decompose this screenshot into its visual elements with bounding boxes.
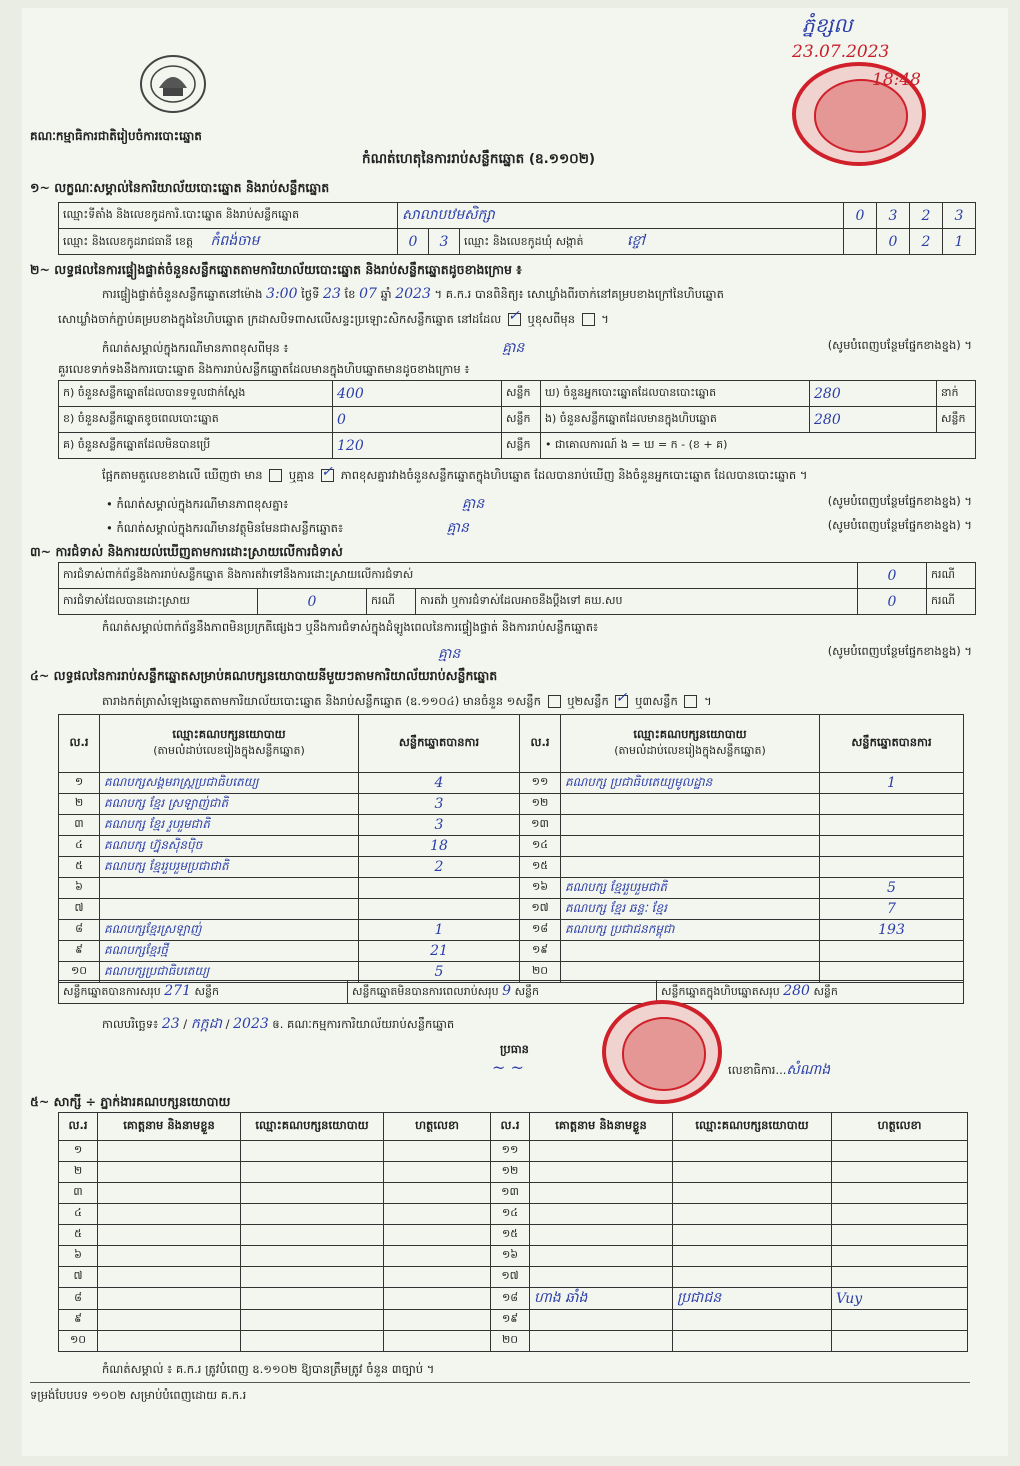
witness-name (98, 1310, 241, 1331)
row-number: ៩ (59, 1310, 98, 1331)
row-number: ៨ (59, 1288, 98, 1310)
count-unit: នាក់ (937, 381, 976, 407)
col-party: ឈ្មោះគណបក្សនយោបាយ (តាមលំដាប់លេខរៀងក្នុងសន្លឹកឆ្នោត) (561, 715, 820, 773)
table-row (59, 1141, 968, 1162)
witness-sign (832, 1267, 968, 1288)
row-number: ១២ (520, 794, 561, 815)
witness-party (673, 1225, 832, 1246)
row-number: ១ (59, 773, 100, 794)
witness-party (241, 1310, 384, 1331)
appeal-count: 0 (858, 589, 927, 615)
witness-party (673, 1183, 832, 1204)
witness-party (241, 1331, 384, 1352)
committee-name: គណៈកម្មាធិការជាតិរៀបចំការបោះឆ្នោត (30, 129, 202, 143)
witness-name (530, 1246, 673, 1267)
province-code-digit: 3 (429, 229, 460, 255)
diff-note-value: គ្មាន (502, 340, 525, 356)
row-number: ២០ (520, 962, 561, 983)
witness-name (530, 1331, 673, 1352)
witness-party: ប្រជាជន (673, 1288, 832, 1310)
party-votes: 4 (359, 773, 520, 794)
table-row (59, 1310, 968, 1331)
table-row (59, 899, 964, 920)
row-number: ១៩ (520, 941, 561, 962)
bullet-diff-value: គ្មាន (461, 496, 485, 512)
table-row (59, 1225, 968, 1246)
row-number: ៧ (59, 899, 100, 920)
row-number: ១៨ (520, 920, 561, 941)
witness-party (673, 1204, 832, 1225)
witness-sign (832, 1183, 968, 1204)
col-sign: ហត្ថលេខា (384, 1113, 491, 1141)
row-number: ១ (59, 1141, 98, 1162)
form-page (22, 8, 1008, 1456)
verify-month: 07 (359, 286, 377, 302)
count-value: 400 (333, 381, 502, 407)
witness-name (98, 1204, 241, 1225)
party-name (561, 941, 820, 962)
total-invalid: សន្លឹកឆ្នោតមិនបានការពេលរាប់សរុប 9 សន្លឹក (348, 981, 657, 1004)
row-number: ២ (59, 1162, 98, 1183)
witness-party (241, 1162, 384, 1183)
count-label: ឃ) ចំនួនអ្នកបោះឆ្នោតដែលបានបោះឆ្នោត (541, 381, 810, 407)
party-name (561, 815, 820, 836)
signing-month: កក្កដា (190, 1016, 222, 1032)
total-invalid-value: 9 (502, 983, 512, 999)
party-votes (820, 857, 964, 878)
tally-sheet-line: តារាងកត់ត្រាសំឡេងឆ្នោតតាមការិយាល័យបោះឆ្នោត និងរាប់សន្លឹកឆ្នោត (ឧ.១១០៤) មានចំនួន ១សន្លឹក ឬ២សន្លឹក ✓ ឬ៣សន្លឹក ។ (102, 690, 712, 708)
irregularity-note: កំណត់សម្គាល់ពាក់ព័ន្ធនឹងភាពមិនប្រក្រតីផ្សេងៗ ឬនឹងការជំទាស់ក្នុងដំឡូងពេលនៃការផ្ទៀងផ្ទាត់ និងការរាប់សន្លឹកឆ្នោត៖ (102, 620, 599, 634)
col-sign: ហត្ថលេខា (832, 1113, 968, 1141)
table-row (59, 878, 964, 899)
commune-value: ខ្ចៅ (627, 233, 645, 249)
commune-code-digit: 2 (910, 229, 943, 255)
table-row (59, 1162, 968, 1183)
party-name: គណបក្ស ខ្មែររួបរួមប្រជាជាតិ (100, 857, 359, 878)
witness-name (530, 1141, 673, 1162)
row-number: ២ (59, 794, 100, 815)
footnote: កំណត់សម្គាល់ ៖ គ.ក.រ ត្រូវបំពេញ ឧ.១១០២ ឱ្យបានត្រឹមត្រូវ ចំនួន ៣ច្បាប់ ។ (102, 1362, 435, 1376)
witness-name: ហាង ឆាំង (530, 1288, 673, 1310)
party-name: គណបក្ស ខ្មែររួបរួមជាតិ (561, 878, 820, 899)
witness-sign: Vuy (832, 1288, 968, 1310)
witness-sign (832, 1310, 968, 1331)
commune-code-spacer (844, 229, 877, 255)
changed-checkbox[interactable] (582, 313, 595, 326)
col-name: គោត្តនាម និងនាមខ្លួន (98, 1113, 241, 1141)
signing-year: 2023 (233, 1016, 269, 1032)
witness-party (673, 1246, 832, 1267)
total-valid: សន្លឹកឆ្នោតបានការសរុប 271 សន្លឹក (59, 981, 348, 1004)
witness-name (98, 1183, 241, 1204)
bullet-diff: • កំណត់សម្គាល់ក្នុងករណីមានភាពខុសគ្នា៖ គ្មាន (សូមបំពេញបន្ថែមផ្នែកខាងខ្នង) ។ (106, 494, 972, 512)
witness-sign (832, 1331, 968, 1352)
party-votes: 3 (359, 815, 520, 836)
resolved-count: 0 (258, 589, 367, 615)
row-number: ១៨ (491, 1288, 530, 1310)
row-number: ៧ (59, 1267, 98, 1288)
witness-party (241, 1246, 384, 1267)
row-number: ១៧ (520, 899, 561, 920)
count-label: ក) ចំនួនសន្លឹកឆ្នោតដែលបានទទួលជាក់ស្តែង (59, 381, 333, 407)
one-sheet-checkbox[interactable] (548, 695, 561, 708)
appeal-label: ការតវ៉ា ឬការជំទាស់ដែលអាចនឹងប្តឹងទៅ គឃ.សប (416, 589, 858, 615)
same-checkbox[interactable]: ✓ (507, 308, 520, 324)
count-value: 120 (333, 433, 502, 459)
row-number: ១៦ (491, 1246, 530, 1267)
witness-name (98, 1162, 241, 1183)
table-row (59, 1288, 968, 1310)
row-number: ៥ (59, 857, 100, 878)
count-unit: សន្លឹក (502, 407, 541, 433)
col-party: ឈ្មោះគណបក្សនយោបាយ (241, 1113, 384, 1141)
row-number: ១៥ (491, 1225, 530, 1246)
witness-sign (384, 1225, 491, 1246)
table-row (59, 773, 964, 794)
totals-table (58, 980, 964, 1004)
irregularity-value: គ្មាន (438, 646, 461, 662)
compare-line: ផ្អែកតាមតួលេខខាងលើ ឃើញថា មាន ឬគ្មាន ✓ ភាពខុសគ្នារវាងចំនួនសន្លឹកឆ្នោតក្នុងហិបឆ្នោត ដែលបានរាប់ឃើញ និងចំនួនអ្នកបោះឆ្នោត ដែលបានបោះឆ្នោត ។ (102, 464, 808, 482)
witness-party (673, 1267, 832, 1288)
form-footer: ទម្រង់បែបបទ ១១០២ សម្រាប់បំពេញដោយ គ.ក.រ (30, 1388, 247, 1402)
has-difference-checkbox[interactable] (269, 469, 282, 482)
party-votes: 2 (359, 857, 520, 878)
count-label: ង) ចំនួនសន្លឹកឆ្នោតដែលមានក្នុងហិបឆ្នោត (541, 407, 810, 433)
table-row (59, 1246, 968, 1267)
row-number: ១៧ (491, 1267, 530, 1288)
president-signature-icon: ~ ~ (492, 1058, 524, 1077)
station-code-digit: 2 (910, 203, 943, 229)
signing-day: 23 (161, 1016, 180, 1032)
party-name (100, 878, 359, 899)
province-code-digit: 0 (398, 229, 429, 255)
counts-row (59, 381, 976, 407)
row-number: ២០ (491, 1331, 530, 1352)
party-name (561, 857, 820, 878)
party-name (100, 899, 359, 920)
row-number: ៥ (59, 1225, 98, 1246)
station-code-digit: 0 (844, 203, 877, 229)
secretary-line: លេខាធិការ...សំណាង (728, 1062, 831, 1078)
bullet-object: • កំណត់សម្គាល់ក្នុងករណីមានវត្ថុមិនមែនជាសន្លឹកឆ្នោត៖ គ្មាន (សូមបំពេញបន្ថែមផ្នែកខាងខ្នង) ។ (106, 518, 972, 536)
row-number: ១១ (520, 773, 561, 794)
col-votes: សន្លឹកឆ្នោតបានការ (820, 715, 964, 773)
party-votes: 5 (359, 962, 520, 983)
objection-unit: ករណី (927, 563, 976, 589)
row-number: ១៥ (520, 857, 561, 878)
row-number: ៦ (59, 878, 100, 899)
section-4-heading: ៤~ លទ្ធផលនៃការរាប់សន្លឹកឆ្នោតសម្រាប់គណបក្សនយោបាយនីមួយៗតាមការិយាល័យរាប់សន្លឹកឆ្នោត (30, 668, 498, 683)
party-name: គណបក្សប្រជាធិបតេយ្យ (100, 962, 359, 983)
party-votes: 7 (820, 899, 964, 920)
witness-party (241, 1225, 384, 1246)
witness-sign (384, 1246, 491, 1267)
count-label: ខ) ចំនួនសន្លឹកឆ្នោតខូចពេលបោះឆ្នោត (59, 407, 333, 433)
witness-party (241, 1267, 384, 1288)
party-name: គណបក្សខ្មែរថ្មី (100, 941, 359, 962)
station-label: ឈ្មោះទីតាំង និងលេខកូដការិ.បោះឆ្នោត និងរាប់សន្លឹកឆ្នោត (59, 203, 398, 229)
province-value: កំពង់ចាម (210, 233, 260, 249)
two-sheet-checkbox[interactable]: ✓ (615, 690, 628, 706)
table-row (59, 794, 964, 815)
commune-code-digit: 1 (943, 229, 976, 255)
row-number: ១៣ (491, 1183, 530, 1204)
form-title: កំណត់ហេតុនៃការរាប់សន្លឹកឆ្នោត (ឧ.១១០២) (362, 151, 596, 167)
col-no: ល.រ (520, 715, 561, 773)
count-unit: សន្លឹក (502, 381, 541, 407)
witness-party (673, 1310, 832, 1331)
verify-line-1: ការផ្ទៀងផ្ទាត់ចំនួនសន្លឹកឆ្នោតនៅម៉ោង 3:00 ថ្ងៃទី 23 ខែ 07 ឆ្នាំ 2023 ។ គ.ក.រ បានពិនិត្យ៖ សោឃ្លាំងពីរចាក់នៅគម្របខាងក្រៅនៃហិបឆ្នោត (102, 286, 724, 302)
total-box: សន្លឹកឆ្នោតក្នុងហិបឆ្នោតសរុប 280 សន្លឹក (657, 981, 964, 1004)
col-no: ល.រ (59, 1113, 98, 1141)
row-number: ៣ (59, 815, 100, 836)
row-number: ១២ (491, 1162, 530, 1183)
witness-sign (384, 1183, 491, 1204)
party-votes (820, 815, 964, 836)
counts-row (59, 433, 976, 459)
footer-divider (30, 1382, 970, 1383)
section-3-heading: ៣~ ការជំទាស់ និងការយល់ឃើញតាមការដោះស្រាយលើការជំទាស់ (30, 544, 343, 559)
row-number: ៤ (59, 1204, 98, 1225)
witness-sign (384, 1331, 491, 1352)
table-row (59, 920, 964, 941)
signing-date-line: កាលបរិច្ឆេទ៖ 23 / កក្កដា / 2023 ឲ. គណៈកម្មការការិយាល័យរាប់សន្លឹកឆ្នោត (102, 1016, 455, 1032)
station-code-digit: 3 (943, 203, 976, 229)
party-name: គណបក្ស ខ្មែរ ស្រឡាញ់ជាតិ (100, 794, 359, 815)
counts-table (58, 380, 976, 459)
witness-party (241, 1141, 384, 1162)
total-box-value: 280 (783, 983, 810, 999)
party-votes (820, 941, 964, 962)
party-votes: 5 (820, 878, 964, 899)
row-number: ១៤ (491, 1204, 530, 1225)
party-votes: 18 (359, 836, 520, 857)
handwritten-top-note: ភ្នំខ្សល (802, 13, 853, 37)
official-stamp-bottom (602, 1000, 722, 1104)
party-votes: 21 (359, 941, 520, 962)
handwritten-date: 23.07.2023 (792, 42, 890, 62)
row-number: ១៦ (520, 878, 561, 899)
party-votes (820, 794, 964, 815)
witness-name (98, 1141, 241, 1162)
table-row (59, 836, 964, 857)
witness-name (530, 1162, 673, 1183)
table-row (59, 941, 964, 962)
party-name: គណបក្សសង្គមរាស្ត្រប្រជាធិបតេយ្យ (100, 773, 359, 794)
party-name: គណបក្សខ្មែរស្រឡាញ់ (100, 920, 359, 941)
col-party: ឈ្មោះគណបក្សនយោបាយ (តាមលំដាប់លេខរៀងក្នុងសន្លឹកឆ្នោត) (100, 715, 359, 773)
total-valid-value: 271 (164, 983, 191, 999)
president-label: ប្រធាន (500, 1042, 529, 1056)
party-votes (359, 899, 520, 920)
witness-table (58, 1112, 968, 1352)
table-row (59, 1267, 968, 1288)
station-value: សាលាបឋមសិក្សា (398, 203, 844, 229)
appeal-unit: ករណី (927, 589, 976, 615)
witness-name (98, 1246, 241, 1267)
witness-sign (832, 1162, 968, 1183)
row-number: ៦ (59, 1246, 98, 1267)
table-row (59, 857, 964, 878)
party-name: គណបក្ស ហ្វ៊ុនស៊ិនប៉ិច (100, 836, 359, 857)
witness-party (673, 1331, 832, 1352)
handwritten-time: 18:48 (872, 70, 921, 90)
party-votes: 3 (359, 794, 520, 815)
count-value: 280 (810, 407, 937, 433)
witness-party (241, 1288, 384, 1310)
table-row (59, 1331, 968, 1352)
witness-sign (832, 1225, 968, 1246)
witness-sign (384, 1310, 491, 1331)
resolved-label: ការជំទាស់ដែលបានដោះស្រាយ (59, 589, 258, 615)
province-label: ឈ្មោះ និងលេខកូដរាជធានី ខេត្ត កំពង់ចាម (59, 229, 398, 255)
diff-note-line: កំណត់សម្គាល់ក្នុងករណីមានភាពខុសពីមុន ៖ គ្មាន (សូមបំពេញបន្ថែមផ្នែកខាងខ្នង) ។ (102, 338, 972, 356)
table-row (59, 1204, 968, 1225)
row-number: ៩ (59, 941, 100, 962)
committee-emblem-icon (137, 52, 209, 116)
verify-day: 23 (323, 286, 341, 302)
row-number: ១៤ (520, 836, 561, 857)
counts-intro: គួរលេខទាក់ទងនឹងការបោះឆ្នោត និងការរាប់សន្លឹកឆ្នោតដែលមានក្នុងហិបឆ្នោតមានដូចខាងក្រោម ៖ (58, 362, 470, 376)
count-formula: • ជាគោលការណ៍ ង = ឃ = ក - (ខ + គ) (541, 433, 976, 459)
row-number: ១៣ (520, 815, 561, 836)
row-number: ១៩ (491, 1310, 530, 1331)
witness-name (530, 1183, 673, 1204)
col-no: ល.រ (491, 1113, 530, 1141)
count-value: 280 (810, 381, 937, 407)
witness-party (241, 1204, 384, 1225)
party-results-table (58, 714, 964, 983)
no-difference-checkbox[interactable]: ✓ (321, 464, 333, 480)
witness-name (98, 1331, 241, 1352)
witness-name (530, 1267, 673, 1288)
three-sheet-checkbox[interactable] (684, 695, 697, 708)
table-row (59, 815, 964, 836)
witness-name (98, 1288, 241, 1310)
col-votes: សន្លឹកឆ្នោតបានការ (359, 715, 520, 773)
witness-sign (384, 1288, 491, 1310)
party-name (561, 836, 820, 857)
resolved-unit: ករណី (367, 589, 416, 615)
bullet-object-value: គ្មាន (446, 520, 469, 536)
objection-table (58, 562, 976, 615)
witness-sign (832, 1204, 968, 1225)
verify-line-2: សោឃ្លាំងចាក់ភ្ជាប់គម្របខាងក្នុងនៃហិបឆ្នោត ក្រដាសបិទពាសលើសន្ទះប្រឡោះសិកសន្លឹកឆ្នោត នៅដដែល ✓ ឬខុសពីមុន ។ (58, 308, 609, 326)
party-name: គណបក្ស ខ្មែរ ឆន្ទៈ ខ្មែរ (561, 899, 820, 920)
witness-name (530, 1225, 673, 1246)
objection-count: 0 (858, 563, 927, 589)
objection-label: ការជំទាស់ពាក់ព័ន្ធនឹងការរាប់សន្លឹកឆ្នោត និងការតវ៉ាទៅនឹងការដោះស្រាយលើការជំទាស់ (59, 563, 858, 589)
party-votes: 1 (359, 920, 520, 941)
counts-row (59, 407, 976, 433)
party-votes: 193 (820, 920, 964, 941)
section-2-heading: ២~ លទ្ធផលនៃការផ្ទៀងផ្ទាត់ចំនួនសន្លឹកឆ្នោតតាមការិយាល័យបោះឆ្នោត និងរាប់សន្លឹកឆ្នោតដូចខាងក្រោម ៖ (30, 262, 522, 277)
party-name (561, 794, 820, 815)
witness-name (98, 1225, 241, 1246)
witness-sign (832, 1141, 968, 1162)
row-number: ១១ (491, 1141, 530, 1162)
party-name: គណបក្ស ខ្មែរ រួបរួមជាតិ (100, 815, 359, 836)
row-number: ៨ (59, 920, 100, 941)
witness-sign (832, 1246, 968, 1267)
witness-party (673, 1162, 832, 1183)
verify-year: 2023 (395, 286, 431, 302)
witness-sign (384, 1141, 491, 1162)
col-party: ឈ្មោះគណបក្សនយោបាយ (673, 1113, 832, 1141)
count-unit: សន្លឹក (502, 433, 541, 459)
station-code-digit: 3 (877, 203, 910, 229)
witness-sign (384, 1162, 491, 1183)
table-row (59, 1183, 968, 1204)
commune-code-digit: 0 (877, 229, 910, 255)
party-name: គណបក្ស ប្រជាធិបតេយ្យមូលដ្ឋាន (561, 773, 820, 794)
verify-time: 3:00 (266, 286, 298, 302)
witness-party (673, 1141, 832, 1162)
row-number: ១០ (59, 962, 100, 983)
party-votes: 1 (820, 773, 964, 794)
row-number: ៣ (59, 1183, 98, 1204)
party-name: គណបក្ស ប្រជាជនកម្ពុជា (561, 920, 820, 941)
commune-label: ឈ្មោះ និងលេខកូដឃុំ សង្កាត់ ខ្ចៅ (460, 229, 844, 255)
station-table (58, 202, 976, 255)
witness-party (241, 1183, 384, 1204)
row-number: ៤ (59, 836, 100, 857)
col-no: ល.រ (59, 715, 100, 773)
party-votes (820, 836, 964, 857)
col-name: គោត្តនាម និងនាមខ្លួន (530, 1113, 673, 1141)
section-5-heading: ៥~ សាក្សី ÷ ភ្នាក់ងារគណបក្សនយោបាយ (30, 1094, 231, 1109)
irregularity-value-line: គ្មាន (សូមបំពេញបន្ថែមផ្នែកខាងខ្នង) ។ (438, 644, 972, 662)
count-unit: សន្លឹក (937, 407, 976, 433)
count-label: គ) ចំនួនសន្លឹកឆ្នោតដែលមិនបានប្រើ (59, 433, 333, 459)
secretary-value: សំណាង (786, 1062, 831, 1078)
witness-name (530, 1204, 673, 1225)
witness-sign (384, 1204, 491, 1225)
witness-name (530, 1310, 673, 1331)
row-number: ១០ (59, 1331, 98, 1352)
section-1-heading: ១~ លក្ខណៈសម្គាល់នៃការិយាល័យបោះឆ្នោត និងរាប់សន្លឹកឆ្នោត (30, 180, 330, 195)
witness-sign (384, 1267, 491, 1288)
count-value: 0 (333, 407, 502, 433)
witness-name (98, 1267, 241, 1288)
party-votes (359, 878, 520, 899)
